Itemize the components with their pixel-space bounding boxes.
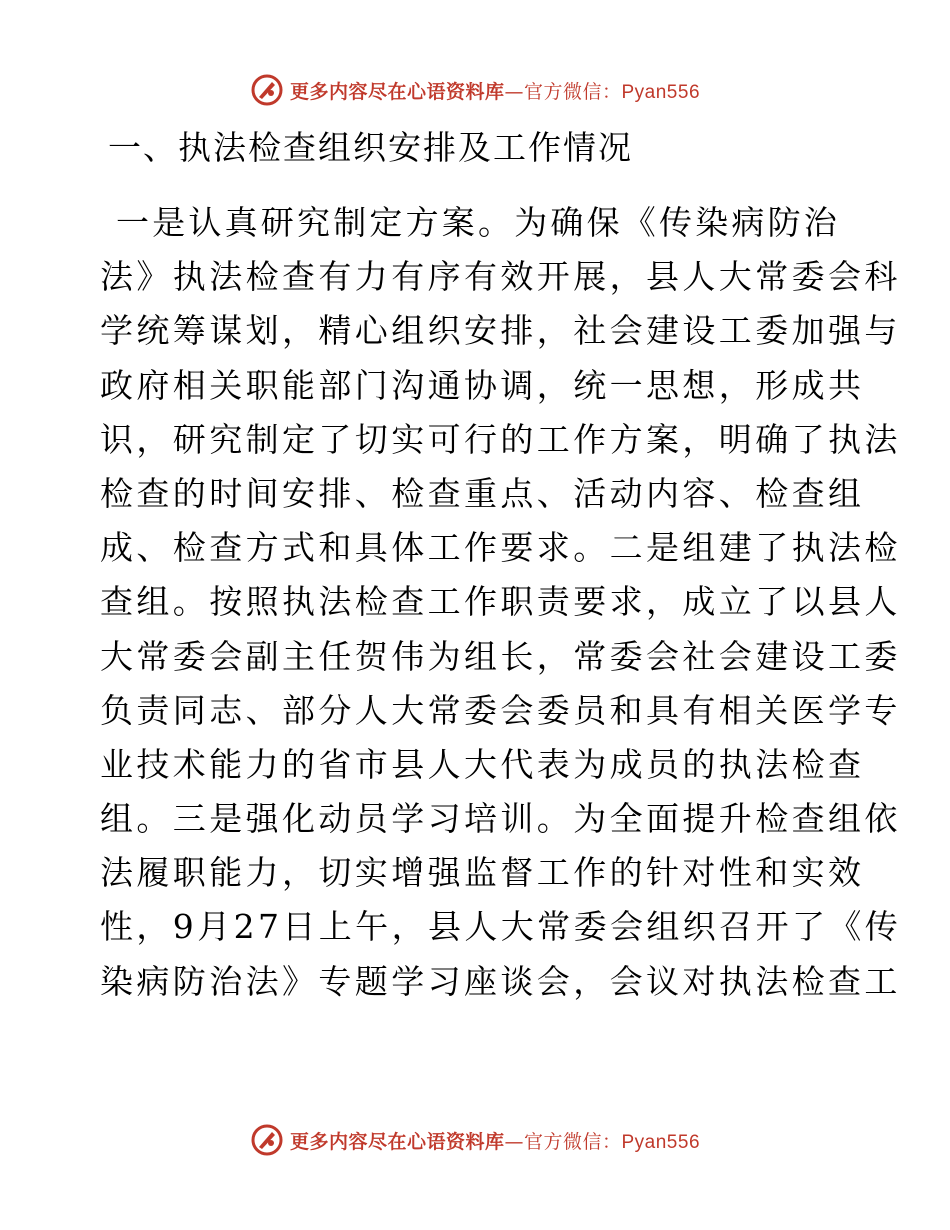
watermark-text [290,1127,700,1154]
body-line: 识，研究制定了切实可行的工作方案，明确了执法 [100,419,901,459]
body-line: 负责同志、部分人大常委会委员和具有相关医学专 [100,690,901,730]
body-line: 组。三是强化动员学习培训。为全面提升检查组依 [100,799,901,839]
body-line: 业技术能力的省市县人大代表为成员的执法检查 [100,744,865,784]
body-line: 性，9月27日上午，县人大常委会组织召开了《传 [100,907,902,947]
body-line: 检查的时间安排、检查重点、活动内容、检查组 [100,473,865,513]
watermark-dash: — [504,80,524,103]
body-line: 学统筹谋划，精心组织安排，社会建设工委加强与 [100,311,901,351]
logo-icon [250,73,284,107]
watermark-dash: — [504,1130,524,1153]
watermark-id: Pyan556 [621,1131,701,1153]
body-line: 政府相关职能部门沟通协调，统一思想，形成共 [100,365,865,405]
watermark-header [0,70,950,110]
watermark-id: Pyan556 [621,81,701,103]
logo-icon [250,1123,284,1157]
watermark-sub: 官方微信： [523,1130,622,1153]
body-paragraph [100,196,902,1009]
body-line: 法履职能力，切实增强监督工作的针对性和实效 [100,853,865,893]
body-line: 查组。按照执法检查工作职责要求，成立了以县人 [100,582,901,622]
body-line: 法》执法检查有力有序有效开展，县人大常委会科 [100,257,901,297]
watermark-sub: 官方微信： [523,80,622,103]
body-line: 一是认真研究制定方案。为确保《传染病防治 [116,203,840,242]
body-line: 成、检查方式和具体工作要求。二是组建了执法检 [100,528,901,568]
body-line: 大常委会副主任贺伟为组长，常委会社会建设工委 [100,636,901,676]
section-heading: 一、执法检查组织安排及工作情况 [108,128,633,167]
watermark-text [290,77,700,104]
watermark-footer [0,1120,950,1160]
watermark-main: 更多内容尽在心语资料库 [289,1130,505,1153]
body-line: 染病防治法》专题学习座谈会，会议对执法检查工 [100,961,901,1001]
watermark-main: 更多内容尽在心语资料库 [289,80,505,103]
